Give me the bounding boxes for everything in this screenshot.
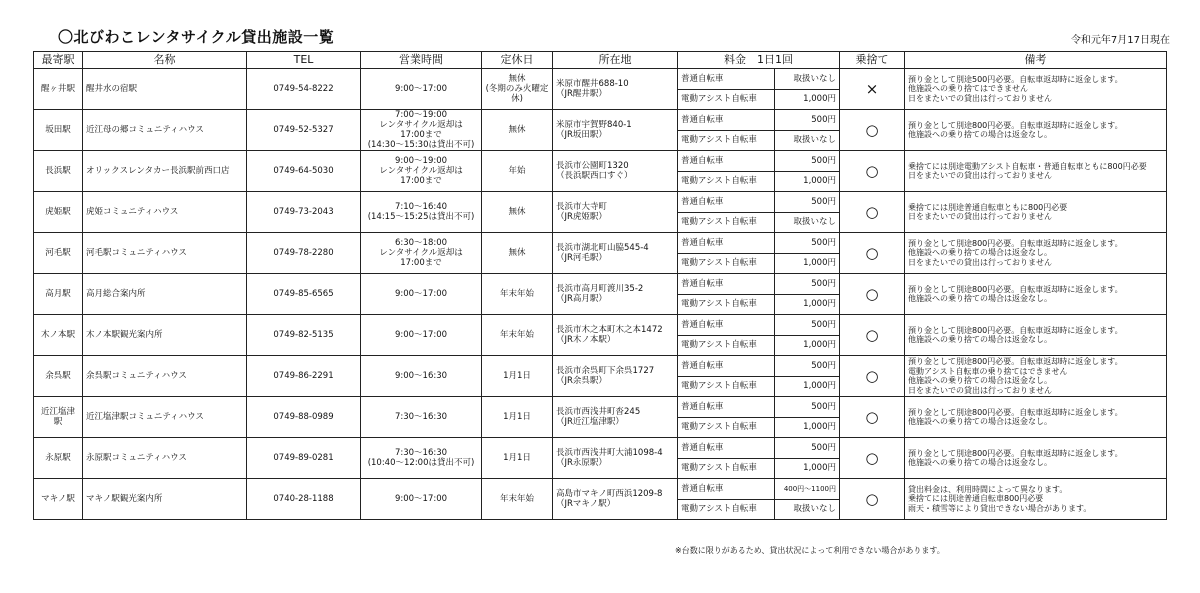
cell-line: 9:00～17:00 <box>394 84 448 94</box>
header-station: 最寄駅 <box>34 52 83 69</box>
fee-label-cell: 電動アシスト自転車 <box>678 212 775 233</box>
dropoff-cell: ○ <box>840 315 905 356</box>
table-row <box>34 315 1167 336</box>
hours-cell <box>361 356 482 397</box>
header-notes: 備考 <box>905 52 1167 69</box>
notes-cell <box>905 397 1167 438</box>
closed-cell <box>482 274 553 315</box>
fee-value-cell: 500円 <box>775 438 840 459</box>
cell-line: 9:00～19:00 <box>394 156 448 166</box>
fee-value-cell: 1,000円 <box>775 89 840 110</box>
hours-cell <box>361 438 482 479</box>
fee-value-cell: 500円 <box>775 315 840 336</box>
cell-line: 長浜市湖北町山脇545-4 <box>556 243 649 253</box>
hours-cell <box>361 69 482 110</box>
fee-label-cell: 普通自転車 <box>678 397 775 418</box>
dropoff-cell: ○ <box>840 192 905 233</box>
fee-value-cell: 1,000円 <box>775 253 840 274</box>
hours-cell <box>361 274 482 315</box>
cell-line: 預り金として別途800円必要。自転車返却時に返金します。 <box>908 284 1123 294</box>
fee-label-cell: 普通自転車 <box>678 233 775 254</box>
hours-cell <box>361 397 482 438</box>
name-cell: 醒井水の宿駅 <box>83 69 247 110</box>
tel-cell: 0749-89-0281 <box>247 438 361 479</box>
table-row <box>34 274 1167 295</box>
station-cell: 長浜駅 <box>34 151 83 192</box>
fee-label-cell: 普通自転車 <box>678 315 775 336</box>
station-cell: 坂田駅 <box>34 110 83 151</box>
cell-line: （JRマキノ駅） <box>556 499 616 509</box>
dropoff-cell: ○ <box>840 356 905 397</box>
cell-line: 日をまたいでの貸出は行っておりません <box>908 171 1052 180</box>
dropoff-cell: × <box>840 69 905 110</box>
cell-line: 日をまたいでの貸出は行っておりません <box>908 385 1052 395</box>
tel-cell: 0749-73-2043 <box>247 192 361 233</box>
dropoff-cell: ○ <box>840 438 905 479</box>
hours-cell <box>361 151 482 192</box>
fee-label-cell: 電動アシスト自転車 <box>678 499 775 520</box>
fee-value-cell: 500円 <box>775 110 840 131</box>
hours-cell <box>361 233 482 274</box>
closed-cell <box>482 479 553 520</box>
cell-line: (14:15～15:25は貸出不可) <box>367 212 475 222</box>
fee-value-cell: 500円 <box>775 233 840 254</box>
cell-line: 9:00～17:00 <box>394 289 448 299</box>
cell-line: (14:30～15:30は貸出不可) <box>367 140 475 150</box>
cell-line: 7:10～16:40 <box>394 202 448 212</box>
cell-line: （JR高月駅） <box>556 294 607 304</box>
cell-line: 無休 <box>508 74 526 84</box>
cell-line: 長浜市大寺町 <box>556 202 608 212</box>
cell-line: 高島市マキノ町西浜1209-8 <box>556 489 663 499</box>
as-of-date: 令和元年7月17日現在 <box>1070 35 1170 46</box>
footer-note: ※台数に限りがあるため、貸出状況によって利用できない場合があります。 <box>675 546 945 555</box>
cell-line: 9:00～17:00 <box>394 494 448 504</box>
cell-line: 年末年始 <box>499 330 534 340</box>
cell-line: 乗捨てには別途普通自転車ともに800円必要 <box>908 202 1068 212</box>
cell-line: 無休 <box>508 248 526 258</box>
name-cell: 近江母の郷コミュニティハウス <box>83 110 247 151</box>
table-row <box>34 356 1167 377</box>
address-cell <box>553 356 678 397</box>
fee-label-cell: 普通自転車 <box>678 151 775 172</box>
cell-line: 長浜市西浅井町大浦1098-4 <box>556 448 663 458</box>
header-hours: 営業時間 <box>361 52 482 69</box>
fee-value-cell: 取扱いなし <box>775 212 840 233</box>
dropoff-cell: ○ <box>840 233 905 274</box>
hours-cell <box>361 110 482 151</box>
name-cell: 余呉駅コミュニティハウス <box>83 356 247 397</box>
cell-line: 1月1日 <box>503 371 531 381</box>
name-cell: 高月総合案内所 <box>83 274 247 315</box>
cell-line: 長浜市木之本町木之本1472 <box>556 325 663 335</box>
notes-cell <box>905 274 1167 315</box>
cell-line: 1月1日 <box>503 453 531 463</box>
table-row <box>34 69 1167 90</box>
cell-line: レンタサイクル返却は <box>379 248 463 258</box>
name-cell: マキノ駅観光案内所 <box>83 479 247 520</box>
cell-line: 17:00まで <box>400 130 442 140</box>
station-cell: 余呉駅 <box>34 356 83 397</box>
table-row <box>34 233 1167 254</box>
fee-label-cell: 電動アシスト自転車 <box>678 171 775 192</box>
closed-cell <box>482 192 553 233</box>
cell-line: （長浜駅西口すぐ） <box>556 171 633 181</box>
table-row <box>34 397 1167 418</box>
address-cell <box>553 110 678 151</box>
name-cell: 虎姫コミュニティハウス <box>83 192 247 233</box>
address-cell <box>553 438 678 479</box>
address-cell <box>553 69 678 110</box>
cell-line: 雨天・積雪等により貸出できない場合があります。 <box>908 503 1092 513</box>
station-cell: 河毛駅 <box>34 233 83 274</box>
table-row <box>34 110 1167 131</box>
cell-line: 年始 <box>508 166 526 176</box>
header-closed: 定休日 <box>482 52 553 69</box>
cell-line: （JR永原駅） <box>556 458 607 468</box>
cell-line: 米原市醒井688-10 <box>556 79 629 89</box>
fee-label-cell: 普通自転車 <box>678 479 775 500</box>
table-row <box>34 151 1167 172</box>
page-title: 〇北びわこレンタサイクル貸出施設一覧 <box>58 28 335 46</box>
address-cell <box>553 233 678 274</box>
fee-value-cell: 取扱いなし <box>775 130 840 151</box>
cell-line: 無休 <box>508 207 526 217</box>
fee-value-cell: 1,000円 <box>775 417 840 438</box>
fee-label-cell: 普通自転車 <box>678 110 775 131</box>
cell-line: 乗捨てには別途電動アシスト自転車・普通自転車ともに800円必要 <box>908 161 1147 171</box>
tel-cell: 0749-78-2280 <box>247 233 361 274</box>
station-cell: 醒ヶ井駅 <box>34 69 83 110</box>
fee-label-cell: 電動アシスト自転車 <box>678 130 775 151</box>
closed-cell <box>482 397 553 438</box>
tel-cell: 0749-86-2291 <box>247 356 361 397</box>
cell-line: 貸出料金は、利用時間によって異なります。 <box>908 484 1068 494</box>
cell-line: 預り金として別途800円必要。自転車返却時に返金します。 <box>908 325 1123 335</box>
dropoff-cell: ○ <box>840 151 905 192</box>
header-dropoff: 乗捨て <box>840 52 905 69</box>
fee-value-cell: 1,000円 <box>775 294 840 315</box>
cell-line: 7:00～19:00 <box>394 110 448 120</box>
cell-line: 無休 <box>508 125 526 135</box>
name-cell: 木ノ本駅観光案内所 <box>83 315 247 356</box>
fee-label-cell: 普通自転車 <box>678 69 775 90</box>
header-fee: 料金 1日1回 <box>678 52 840 69</box>
cell-line: 他施設への乗り捨ての場合は返金なし。 <box>908 248 1052 258</box>
cell-line: 休) <box>511 94 523 104</box>
header-name: 名称 <box>83 52 247 69</box>
address-cell <box>553 315 678 356</box>
notes-cell <box>905 315 1167 356</box>
cell-line: レンタサイクル返却は <box>379 120 463 130</box>
closed-cell <box>482 151 553 192</box>
cell-line: 長浜市高月町渡川35-2 <box>556 284 644 294</box>
name-cell: 近江塩津駅コミュニティハウス <box>83 397 247 438</box>
table-header-row <box>34 52 1167 69</box>
closed-cell <box>482 356 553 397</box>
closed-cell <box>482 110 553 151</box>
cell-line: （JR虎姫駅） <box>556 212 607 222</box>
fee-value-cell: 取扱いなし <box>775 69 840 90</box>
address-cell <box>553 151 678 192</box>
fee-label-cell: 普通自転車 <box>678 192 775 213</box>
fee-label-cell: 普通自転車 <box>678 356 775 377</box>
cell-line: 他施設への乗り捨てはできません <box>908 84 1028 94</box>
tel-cell: 0749-64-5030 <box>247 151 361 192</box>
notes-cell <box>905 438 1167 479</box>
cell-line: 9:00～16:30 <box>394 371 448 381</box>
fee-label-cell: 電動アシスト自転車 <box>678 417 775 438</box>
cell-line: レンタサイクル返却は <box>379 166 463 176</box>
tel-cell: 0740-28-1188 <box>247 479 361 520</box>
cell-line: 他施設への乗り捨ての場合は返金なし。 <box>908 376 1052 385</box>
notes-cell <box>905 110 1167 151</box>
cell-line: (冬期のみ火曜定 <box>485 84 549 94</box>
cell-line: 日をまたいでの貸出は行っておりません <box>908 212 1052 221</box>
cell-line: （JR河毛駅） <box>556 253 607 263</box>
hours-cell <box>361 192 482 233</box>
cell-line: 日をまたいでの貸出は行っておりません <box>908 257 1052 267</box>
cell-line: 17:00まで <box>400 176 442 186</box>
notes-cell <box>905 479 1167 520</box>
cell-line: （JR醒井駅） <box>556 89 607 99</box>
address-cell <box>553 192 678 233</box>
station-cell: 虎姫駅 <box>34 192 83 233</box>
cell-line: 7:30～16:30 <box>394 448 448 458</box>
cell-line: （JR坂田駅） <box>556 130 607 140</box>
closed-cell <box>482 233 553 274</box>
fee-label-cell: 電動アシスト自転車 <box>678 253 775 274</box>
header-tel: TEL <box>247 52 361 69</box>
station-cell: 高月駅 <box>34 274 83 315</box>
fee-label-cell: 電動アシスト自転車 <box>678 458 775 479</box>
fee-value-cell: 1,000円 <box>775 335 840 356</box>
fee-value-cell: 1,000円 <box>775 458 840 479</box>
fee-value-cell: 400円～1100円 <box>775 479 840 500</box>
cell-line: 預り金として別途800円必要。自転車返却時に返金します。 <box>908 120 1123 130</box>
cell-line: 9:00～17:00 <box>394 330 448 340</box>
cell-line: 預り金として別途800円必要。自転車返却時に返金します。 <box>908 407 1123 417</box>
hours-cell <box>361 315 482 356</box>
dropoff-cell: ○ <box>840 110 905 151</box>
cell-line: 6:30～18:00 <box>394 238 448 248</box>
fee-label-cell: 普通自転車 <box>678 438 775 459</box>
cell-line: （JR余呉駅） <box>556 376 607 386</box>
fee-label-cell: 電動アシスト自転車 <box>678 89 775 110</box>
fee-value-cell: 1,000円 <box>775 376 840 397</box>
hours-cell <box>361 479 482 520</box>
cell-line: 長浜市公園町1320 <box>556 161 629 171</box>
tel-cell: 0749-82-5135 <box>247 315 361 356</box>
cell-line: 17:00まで <box>400 258 442 268</box>
cell-line: 他施設への乗り捨ての場合は返金なし。 <box>908 458 1052 467</box>
dropoff-cell: ○ <box>840 397 905 438</box>
cell-line: (10:40～12:00は貸出不可) <box>367 458 475 468</box>
tel-cell: 0749-52-5327 <box>247 110 361 151</box>
notes-cell <box>905 69 1167 110</box>
cell-line: 電動アシスト自転車の乗り捨てはできません <box>908 366 1068 376</box>
station-cell: 永原駅 <box>34 438 83 479</box>
tel-cell: 0749-88-0989 <box>247 397 361 438</box>
cell-line: （JR近江塩津駅） <box>556 417 624 427</box>
fee-label-cell: 電動アシスト自転車 <box>678 335 775 356</box>
fee-value-cell: 500円 <box>775 356 840 377</box>
address-cell <box>553 397 678 438</box>
cell-line: 長浜市余呉町下余呉1727 <box>556 366 655 376</box>
closed-cell <box>482 438 553 479</box>
fee-label-cell: 電動アシスト自転車 <box>678 294 775 315</box>
dropoff-cell: ○ <box>840 274 905 315</box>
fee-value-cell: 1,000円 <box>775 171 840 192</box>
notes-cell <box>905 192 1167 233</box>
fee-value-cell: 500円 <box>775 151 840 172</box>
cell-line: 7:30～16:30 <box>394 412 448 422</box>
address-cell <box>553 479 678 520</box>
closed-cell <box>482 69 553 110</box>
cell-line: 他施設への乗り捨ての場合は返金なし。 <box>908 335 1052 344</box>
rental-facility-table <box>33 51 1167 520</box>
station-cell: 木ノ本駅 <box>34 315 83 356</box>
notes-cell <box>905 233 1167 274</box>
cell-line: 日をまたいでの貸出は行っておりません <box>908 93 1052 103</box>
fee-label-cell: 電動アシスト自転車 <box>678 376 775 397</box>
notes-cell <box>905 151 1167 192</box>
cell-line: （JR木ノ本駅） <box>556 335 616 345</box>
fee-value-cell: 500円 <box>775 192 840 213</box>
table-row <box>34 438 1167 459</box>
tel-cell: 0749-85-6565 <box>247 274 361 315</box>
cell-line: 他施設への乗り捨ての場合は返金なし。 <box>908 417 1052 426</box>
notes-cell <box>905 356 1167 397</box>
cell-line: 預り金として別途500円必要。自転車返却時に返金します。 <box>908 74 1123 84</box>
table-row <box>34 192 1167 213</box>
tel-cell: 0749-54-8222 <box>247 69 361 110</box>
name-cell: オリックスレンタカー長浜駅前西口店 <box>83 151 247 192</box>
station-cell: 近江塩津駅 <box>34 397 83 438</box>
name-cell: 永原駅コミュニティハウス <box>83 438 247 479</box>
cell-line: 年末年始 <box>499 494 534 504</box>
cell-line: 1月1日 <box>503 412 531 422</box>
fee-label-cell: 普通自転車 <box>678 274 775 295</box>
cell-line: 長浜市西浅井町沓245 <box>556 407 641 417</box>
table-row <box>34 479 1167 500</box>
cell-line: 預り金として別途800円必要。自転車返却時に返金します。 <box>908 357 1123 366</box>
cell-line: 乗捨てには別途普通自転車800円必要 <box>908 494 1044 504</box>
cell-line: 預り金として別途800円必要。自転車返却時に返金します。 <box>908 448 1123 458</box>
dropoff-cell: ○ <box>840 479 905 520</box>
header-address: 所在地 <box>553 52 678 69</box>
fee-value-cell: 500円 <box>775 397 840 418</box>
cell-line: 他施設への乗り捨ての場合は返金なし。 <box>908 130 1052 139</box>
fee-value-cell: 500円 <box>775 274 840 295</box>
closed-cell <box>482 315 553 356</box>
cell-line: 年末年始 <box>499 289 534 299</box>
address-cell <box>553 274 678 315</box>
fee-value-cell: 取扱いなし <box>775 499 840 520</box>
name-cell: 河毛駅コミュニティハウス <box>83 233 247 274</box>
cell-line: 他施設への乗り捨ての場合は返金なし。 <box>908 294 1052 303</box>
cell-line: 預り金として別途800円必要。自転車返却時に返金します。 <box>908 238 1123 248</box>
station-cell: マキノ駅 <box>34 479 83 520</box>
cell-line: 米原市宇賀野840-1 <box>556 120 632 130</box>
